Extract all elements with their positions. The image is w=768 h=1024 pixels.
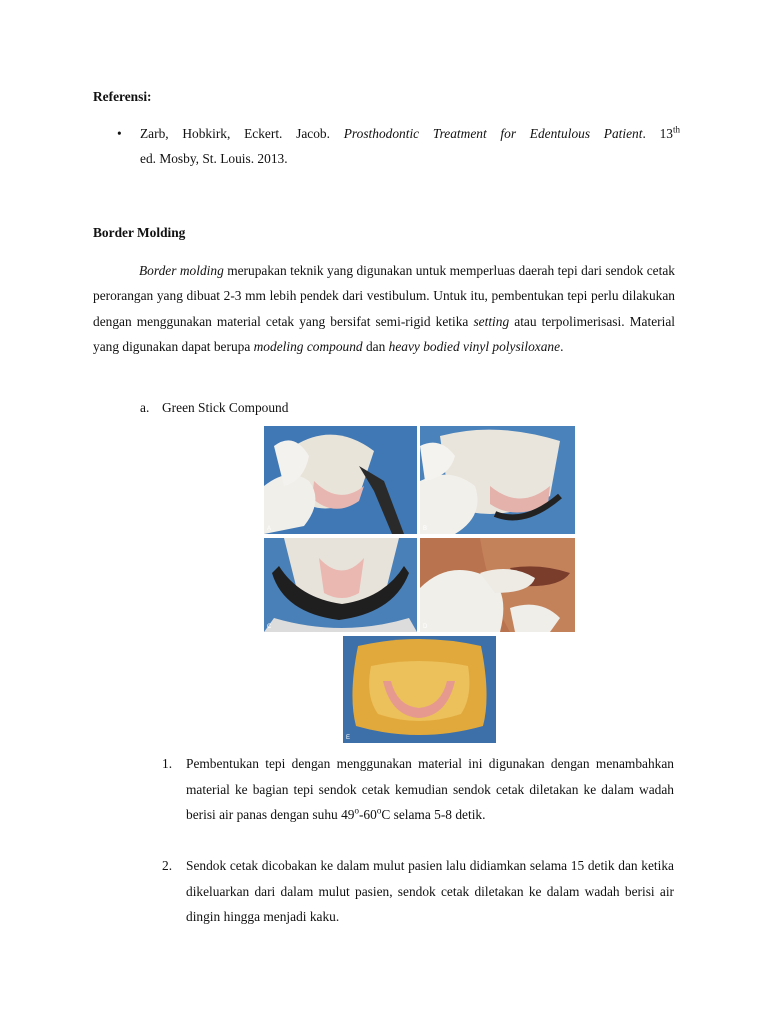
step-1-text-a: Pembentukan tepi dengan menggunakan material ini digunakan dengan menambahkan material ke bagian tepi sendok cetak kemudian sendok cetak diletakan ke dalam wadah berisi air panas dengan suhu 49 [186,756,674,822]
step-1-degree-2: o [376,805,382,816]
step-item-2 [162,853,674,930]
panel-c-label: C [267,624,272,630]
subheading-label: Green Stick Compound [162,400,289,415]
step-item-1 [162,751,674,828]
para-text-3: dan [362,339,389,355]
step-text [162,751,674,828]
reference-title: Prosthodontic Treatment for Edentulous Patient [343,126,643,141]
para-text-4: . [560,339,564,355]
step-1-text-c: C selama 5-8 detik. [381,807,486,822]
para-term-border-molding: Border molding [139,263,224,278]
panel-e-label: E [346,735,351,741]
para-term-modeling-compound: modeling compound [253,339,363,355]
reference-edition-sup: th [672,124,680,135]
para-term-setting: setting [473,313,510,329]
panel-a-label: A [267,526,272,532]
panel-e-illustration [343,636,496,743]
panel-a-illustration [264,426,417,534]
panel-b-illustration [420,426,575,534]
reference-entry [140,121,680,171]
para-text-1: merupakan teknik yang digunakan untuk memperluas daerah tepi dari sendok cetak perorangan yang dibuat 2-3 mm lebih pendek dari vestibulum. Untuk itu, pembentukan tepi perlu dilakukan dengan menggunakan material cetak yang bersifat semi-rigid ketika [93,263,675,329]
reference-bullet: • [117,126,122,141]
figure-panel-d [420,538,575,632]
figure-panel-e [343,636,496,743]
reference-edition: . 13 [642,126,673,141]
panel-d-label: D [423,624,428,630]
panel-d-illustration [420,538,575,632]
panel-b-label: B [423,526,428,532]
step-number: 2. [162,858,173,873]
body-paragraph [93,258,675,360]
reference-authors: Zarb, Hobkirk, Eckert. Jacob. [140,126,330,141]
step-1-text-b: -60 [358,807,377,822]
figure-panel-b [420,426,575,534]
panel-c-illustration [264,538,417,632]
para-term-vinyl-polysiloxane: heavy bodied vinyl polysiloxane [388,339,561,355]
reference-publisher: ed. Mosby, St. Louis. 2013. [140,151,288,166]
subheading-marker: a. [140,400,150,415]
step-number: 1. [162,756,173,771]
para-text-2: atau terpolimerisasi. Material yang digunakan dapat berupa [93,313,675,355]
step-text: Sendok cetak dicobakan ke dalam mulut pasien lalu didiamkan selama 15 detik dan ketika dikeluarkan dari dalam mulut pasien, sendok cetak diletakan ke dalam wadah berisi air dingin hingga menjadi kaku. [186,858,674,924]
step-1-degree-1: o [354,805,359,816]
references-heading: Referensi: [93,89,152,104]
figure-panel-a [264,426,417,534]
figure-panel-c [264,538,417,632]
section-heading: Border Molding [93,225,186,240]
